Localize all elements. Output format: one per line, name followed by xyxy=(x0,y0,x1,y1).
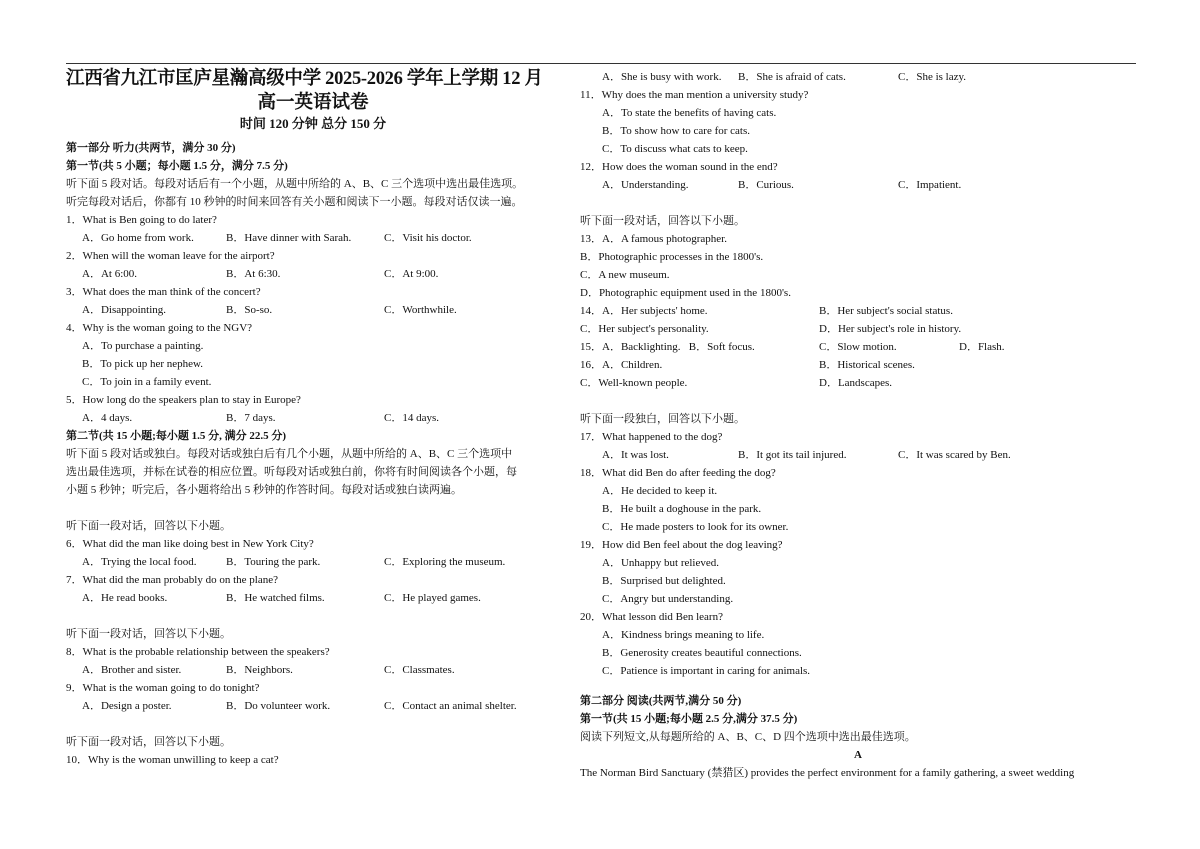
question-options xyxy=(66,265,560,283)
option-b[interactable]: B．Have dinner with Sarah. xyxy=(226,232,352,244)
option-c[interactable]: C．14 days. xyxy=(384,412,439,424)
option-d[interactable]: D．Her subject's role in history. xyxy=(819,323,962,335)
question-stem: 17．What happened to the dog? xyxy=(580,431,723,443)
part1-sec2-instruction: 选出最佳选项，并标在试卷的相应位置。听每段对话或独白前，你将有时间阅读各个小题，每 xyxy=(66,466,517,478)
option-c[interactable]: C．Classmates. xyxy=(384,664,455,676)
passage-label: A xyxy=(854,749,862,761)
option-a[interactable]: A．To state the benefits of having cats. xyxy=(602,107,777,119)
option-a[interactable]: A．Brother and sister. xyxy=(82,664,182,676)
top-rule xyxy=(66,63,1136,64)
question-options xyxy=(66,697,560,715)
option-c[interactable]: C．He played games. xyxy=(384,592,481,604)
question-stem: 12．How does the woman sound in the end? xyxy=(580,161,778,173)
option-b[interactable]: B．Curious. xyxy=(738,179,794,191)
passage-text: The Norman Bird Sanctuary (禁猎区) provides the perfect environment for a family gathering, a sweet wedding xyxy=(580,767,1075,779)
option-c[interactable]: C．A new museum. xyxy=(580,269,670,281)
question-stem: 3．What does the man think of the concert? xyxy=(66,286,261,298)
question-options xyxy=(580,356,1136,374)
question-stem: 11．Why does the man mention a university study? xyxy=(580,89,809,101)
option-b[interactable]: B．Do volunteer work. xyxy=(226,700,331,712)
option-a[interactable]: A．She is busy with work. xyxy=(602,71,722,83)
question-options xyxy=(580,374,1136,392)
option-a[interactable]: A．Go home from work. xyxy=(82,232,194,244)
question-stem: 19．How did Ben feel about the dog leaving? xyxy=(580,539,783,551)
option-a[interactable]: 16．A．Children. xyxy=(580,359,663,371)
listen-prompt: 听下面一段对话，回答以下小题。 xyxy=(66,520,231,532)
option-c[interactable]: C．Worthwhile. xyxy=(384,304,457,316)
question-stem: 1．What is Ben going to do later? xyxy=(66,214,217,226)
option-c[interactable]: C．Her subject's personality. xyxy=(580,323,709,335)
option-b[interactable]: B．It got its tail injured. xyxy=(738,449,847,461)
question-stem: 10．Why is the woman unwilling to keep a cat? xyxy=(66,754,279,766)
part1-heading: 第一部分 听力(共两节，满分 30 分) xyxy=(66,142,236,154)
listen-prompt: 听下面一段对话，回答以下小题。 xyxy=(580,215,745,227)
part1-sec2-heading: 第二节(共 15 小题;每小题 1.5 分, 满分 22.5 分) xyxy=(66,430,286,442)
option-a[interactable]: A．Design a poster. xyxy=(82,700,172,712)
right-column xyxy=(580,68,1136,782)
option-a[interactable]: 13．A．A famous photographer. xyxy=(580,233,727,245)
listen-prompt: 听下面一段独白，回答以下小题。 xyxy=(580,413,745,425)
option-b[interactable]: B．Surprised but delighted. xyxy=(602,575,726,587)
option-a[interactable]: A．Kindness brings meaning to life. xyxy=(602,629,765,641)
option-b[interactable]: B．He built a doghouse in the park. xyxy=(602,503,762,515)
option-a[interactable]: A．Trying the local food. xyxy=(82,556,197,568)
option-a[interactable]: 14．A．Her subjects' home. xyxy=(580,305,708,317)
option-c[interactable]: C．At 9:00. xyxy=(384,268,439,280)
listen-prompt: 听下面一段对话，回答以下小题。 xyxy=(66,628,231,640)
option-c[interactable]: C．To join in a family event. xyxy=(82,376,212,388)
option-b[interactable]: B．To show how to care for cats. xyxy=(602,125,751,137)
question-options xyxy=(66,661,560,679)
option-a[interactable]: A．Understanding. xyxy=(602,179,689,191)
option-c[interactable]: C．To discuss what cats to keep. xyxy=(602,143,748,155)
question-stem: 9．What is the woman going to do tonight? xyxy=(66,682,260,694)
option-c[interactable]: C．Contact an animal shelter. xyxy=(384,700,517,712)
option-a[interactable]: A．Disappointing. xyxy=(82,304,167,316)
part1-sec1-instruction: 听下面 5 段对话。每段对话后有一个小题，从题中所给的 A、B、C 三个选项中选出最佳选项。 xyxy=(66,178,524,190)
option-b[interactable]: B．She is afraid of cats. xyxy=(738,71,846,83)
exam-title-line2: 高一英语试卷 xyxy=(257,93,369,113)
option-d[interactable]: D．Flash. xyxy=(959,341,1005,353)
question-stem: 20．What lesson did Ben learn? xyxy=(580,611,723,623)
listen-prompt: 听下面一段对话，回答以下小题。 xyxy=(66,736,231,748)
option-c[interactable]: C．Well-known people. xyxy=(580,377,688,389)
part2-sec1-heading: 第一节(共 15 小题;每小题 2.5 分,满分 37.5 分) xyxy=(580,713,798,725)
question-options xyxy=(580,68,1136,86)
part1-sec2-instruction: 听下面 5 段对话或独白。每段对话或独白后有几个小题，从题中所给的 A、B、C 三个选项中 xyxy=(66,448,513,460)
question-stem: 4．Why is the woman going to the NGV? xyxy=(66,322,253,334)
option-c[interactable]: C．Slow motion. xyxy=(819,341,897,353)
question-options xyxy=(66,409,560,427)
left-column xyxy=(66,68,560,769)
option-a[interactable]: A．4 days. xyxy=(82,412,133,424)
question-options xyxy=(66,553,560,571)
option-d[interactable]: D．Photographic equipment used in the 1800's. xyxy=(580,287,791,299)
question-options xyxy=(580,176,1136,194)
question-stem: 2．When will the woman leave for the airport? xyxy=(66,250,275,262)
exam-title-line1: 江西省九江市匡庐星瀚高级中学 2025-2026 学年上学期 12 月 xyxy=(66,69,543,89)
option-b[interactable]: B．7 days. xyxy=(226,412,276,424)
option-b[interactable]: B．Generosity creates beautiful connections. xyxy=(602,647,802,659)
question-stem: 8．What is the probable relationship between the speakers? xyxy=(66,646,330,658)
question-options xyxy=(580,338,1136,356)
question-stem: 6．What did the man like doing best in New York City? xyxy=(66,538,314,550)
exam-subtitle: 时间 120 分钟 总分 150 分 xyxy=(239,116,387,131)
option-d[interactable]: D．Landscapes. xyxy=(819,377,893,389)
question-options xyxy=(66,229,560,247)
question-stem: 18．What did Ben do after feeding the dog? xyxy=(580,467,776,479)
question-options xyxy=(66,589,560,607)
option-a[interactable]: A．At 6:00. xyxy=(82,268,137,280)
option-b[interactable]: B．Photographic processes in the 1800's. xyxy=(580,251,764,263)
part2-heading: 第二部分 阅读(共两节,满分 50 分) xyxy=(580,695,742,707)
option-b[interactable]: B．Historical scenes. xyxy=(819,359,915,371)
part1-sec1-heading: 第一节(共 5 小题；每小题 1.5 分，满分 7.5 分) xyxy=(66,160,288,172)
option-b[interactable]: B．Her subject's social status. xyxy=(819,305,953,317)
option-c[interactable]: C．Patience is important in caring for animals. xyxy=(602,665,811,677)
option-b[interactable]: B．Touring the park. xyxy=(226,556,321,568)
question-options xyxy=(580,446,1136,464)
question-stem: 7．What did the man probably do on the plane? xyxy=(66,574,278,586)
question-options xyxy=(580,320,1136,338)
option-b[interactable]: B．So-so. xyxy=(226,304,273,316)
part1-sec1-instruction: 听完每段对话后，你都有 10 秒钟的时间来回答有关小题和阅读下一小题。每段对话仅读一遍。 xyxy=(66,196,523,208)
question-stem: 5．How long do the speakers plan to stay in Europe? xyxy=(66,394,301,406)
part1-sec2-instruction: 小题 5 秒钟；听完后，各小题将给出 5 秒钟的作答时间。每段对话或独白读两遍。 xyxy=(66,484,462,496)
option-c[interactable]: C．It was scared by Ben. xyxy=(898,449,1011,461)
part2-instruction: 阅读下列短文,从每题所给的 A、B、C、D 四个选项中选出最佳选项。 xyxy=(580,731,916,743)
option-c[interactable]: C．He made posters to look for its owner. xyxy=(602,521,789,533)
option-a-b[interactable]: 15．A．Backlighting. B．Soft focus. xyxy=(580,341,755,353)
option-b[interactable]: B．Neighbors. xyxy=(226,664,293,676)
question-options xyxy=(66,301,560,319)
question-options xyxy=(580,302,1136,320)
option-b[interactable]: B．He watched films. xyxy=(226,592,325,604)
option-c[interactable]: C．Impatient. xyxy=(898,179,962,191)
option-a[interactable]: A．He read books. xyxy=(82,592,168,604)
option-a[interactable]: A．To purchase a painting. xyxy=(82,340,204,352)
option-b[interactable]: B．At 6:30. xyxy=(226,268,281,280)
option-c[interactable]: C．Visit his doctor. xyxy=(384,232,472,244)
option-a[interactable]: A．Unhappy but relieved. xyxy=(602,557,719,569)
option-c[interactable]: C．Angry but understanding. xyxy=(602,593,734,605)
option-c[interactable]: C．Exploring the museum. xyxy=(384,556,506,568)
option-b[interactable]: B．To pick up her nephew. xyxy=(82,358,204,370)
option-a[interactable]: A．It was lost. xyxy=(602,449,669,461)
option-c[interactable]: C．She is lazy. xyxy=(898,71,967,83)
option-a[interactable]: A．He decided to keep it. xyxy=(602,485,718,497)
